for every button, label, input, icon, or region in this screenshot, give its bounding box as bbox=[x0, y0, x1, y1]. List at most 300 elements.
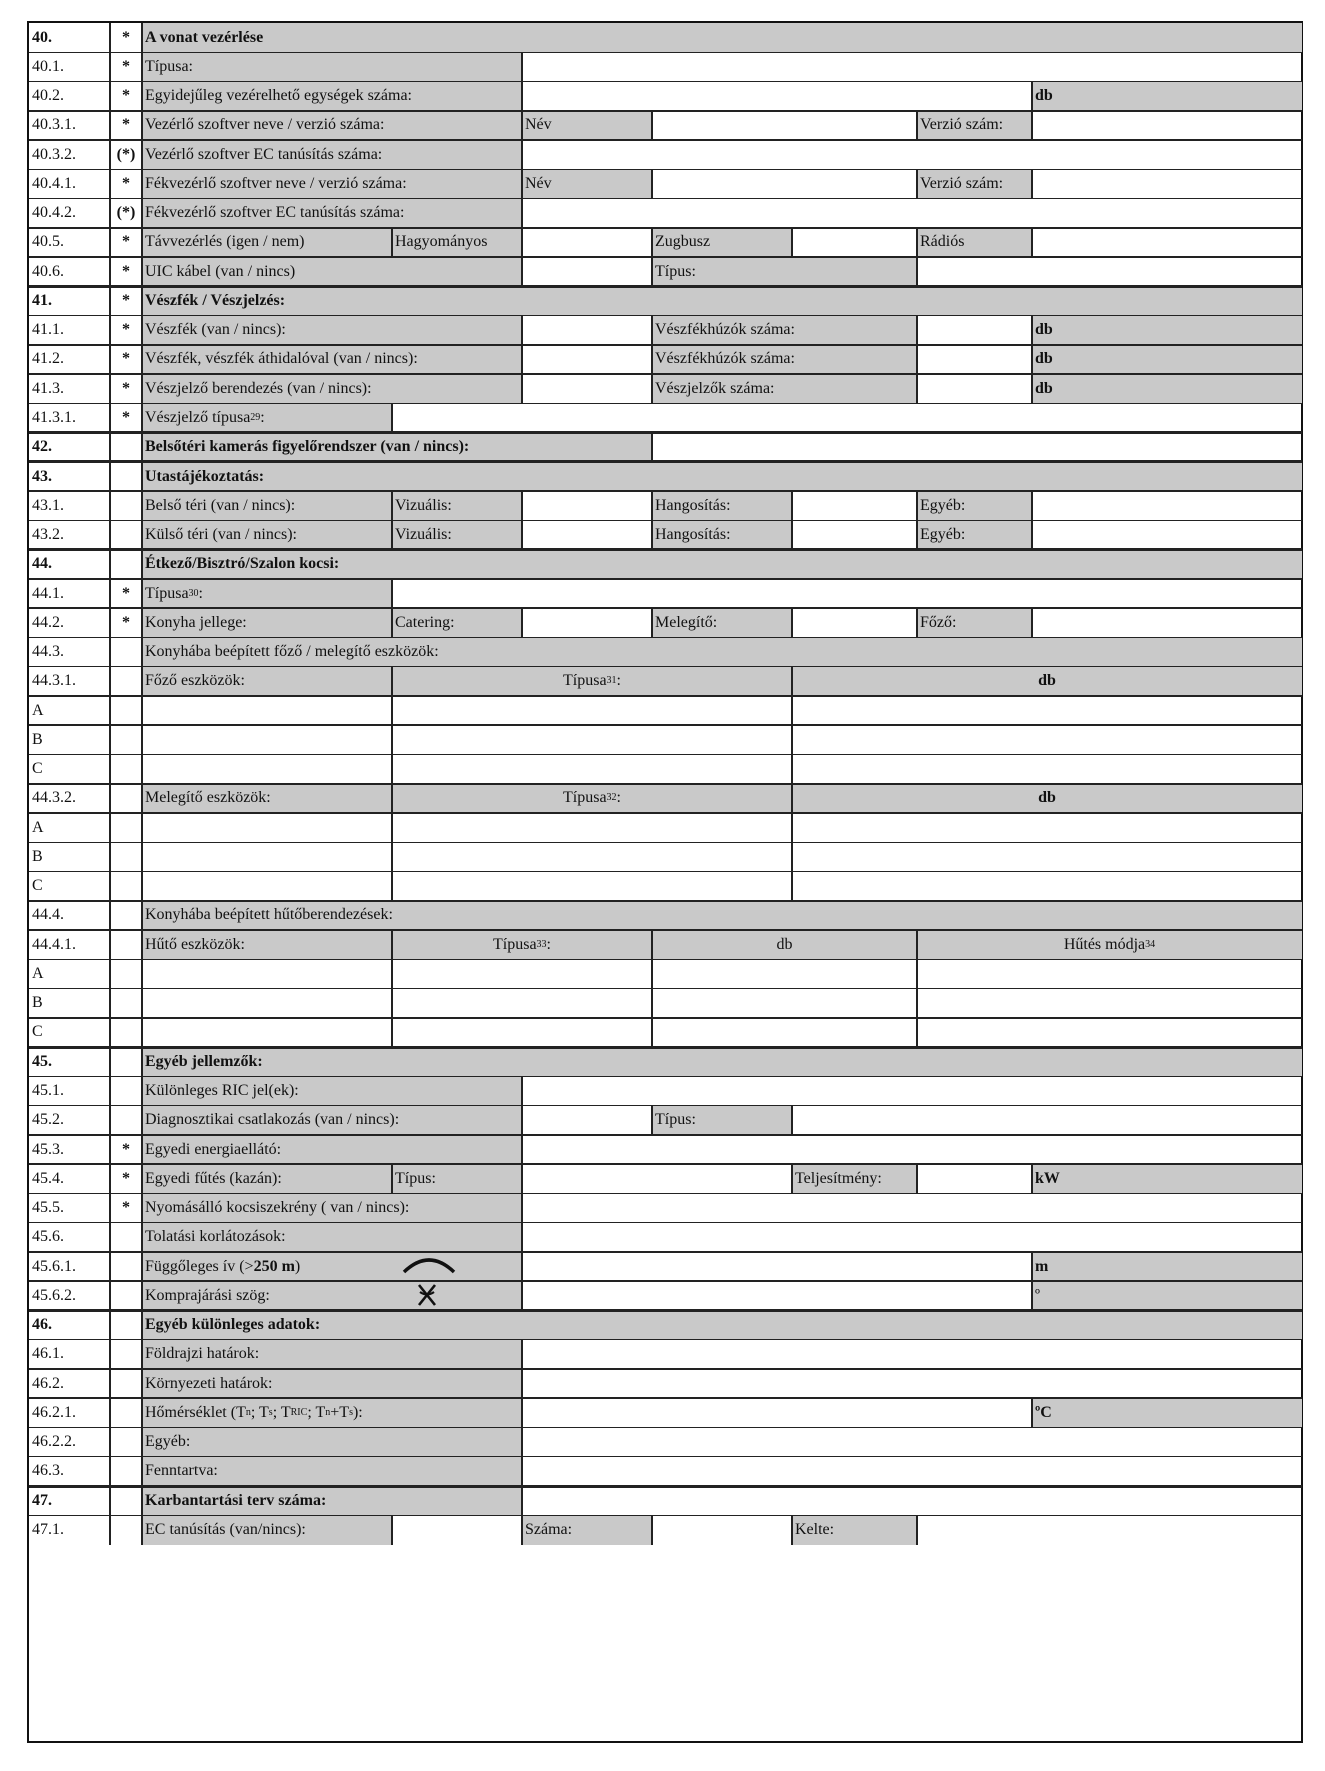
form-field[interactable] bbox=[392, 872, 792, 901]
cell-divider bbox=[791, 872, 793, 901]
cell-divider bbox=[109, 433, 111, 462]
cell-divider bbox=[791, 842, 793, 871]
cell-divider bbox=[141, 1252, 143, 1281]
form-field[interactable] bbox=[1032, 608, 1302, 637]
form-field[interactable] bbox=[522, 228, 652, 257]
row-divider bbox=[29, 1017, 1302, 1019]
form-label: Egyéb különleges adatok: bbox=[142, 1310, 1302, 1339]
form-label: Kelte: bbox=[792, 1515, 917, 1544]
form-label: Melegítő eszközök: bbox=[142, 784, 392, 813]
form-field[interactable] bbox=[142, 842, 392, 871]
form-field[interactable] bbox=[792, 520, 917, 549]
form-label: Konyhába beépített főző / melegítő eszközök: bbox=[142, 637, 1302, 666]
mandatory-marker: * bbox=[122, 291, 130, 309]
form-field[interactable] bbox=[522, 491, 652, 520]
row-divider bbox=[29, 256, 1302, 258]
form-label: Catering: bbox=[392, 608, 522, 637]
row-number: C bbox=[32, 877, 43, 895]
cell-divider bbox=[521, 228, 523, 257]
mandatory-marker bbox=[110, 901, 142, 930]
form-label: Diagnosztikai csatlakozás (van / nincs): bbox=[142, 1106, 522, 1135]
cell-divider bbox=[141, 140, 143, 169]
row-divider bbox=[29, 783, 1302, 785]
row-divider bbox=[29, 1339, 1302, 1341]
cell-divider bbox=[391, 784, 393, 813]
form-label: Típus: bbox=[652, 257, 917, 286]
row-number: B bbox=[32, 994, 43, 1012]
row-divider bbox=[29, 695, 1302, 697]
form-label: Nyomásálló kocsiszekrény ( van / nincs): bbox=[142, 1193, 522, 1222]
row-number: 40.6. bbox=[32, 262, 64, 280]
cell-divider bbox=[141, 1106, 143, 1135]
form-field[interactable] bbox=[142, 725, 392, 754]
form-field[interactable] bbox=[392, 813, 792, 842]
form-label: Hangosítás: bbox=[652, 520, 792, 549]
form-label: db bbox=[1032, 345, 1302, 374]
form-field[interactable] bbox=[522, 1340, 1302, 1369]
cell-divider bbox=[141, 1457, 143, 1486]
cell-divider bbox=[141, 872, 143, 901]
cell-divider bbox=[141, 1164, 143, 1193]
form-field[interactable] bbox=[392, 989, 652, 1018]
mandatory-marker bbox=[110, 1076, 142, 1105]
form-label: Típusa 31 : bbox=[392, 667, 792, 696]
form-field[interactable] bbox=[522, 1076, 1302, 1105]
form-field[interactable] bbox=[522, 52, 1302, 81]
form-label: Vészfékhúzók száma: bbox=[652, 316, 917, 345]
cell-divider bbox=[391, 959, 393, 988]
cell-divider bbox=[141, 579, 143, 608]
row-number: 46.2.1. bbox=[32, 1403, 76, 1421]
mandatory-marker bbox=[110, 872, 142, 901]
mandatory-marker bbox=[110, 520, 142, 549]
mandatory-marker bbox=[110, 1310, 142, 1339]
cell-divider bbox=[141, 82, 143, 111]
cell-divider bbox=[141, 550, 143, 579]
form-field[interactable] bbox=[652, 169, 917, 198]
form-field[interactable] bbox=[522, 1486, 1302, 1515]
cell-divider bbox=[791, 755, 793, 784]
cell-divider bbox=[141, 1193, 143, 1222]
row-divider bbox=[29, 1163, 1302, 1165]
cell-divider bbox=[916, 930, 918, 959]
form-field[interactable] bbox=[392, 755, 792, 784]
cell-divider bbox=[109, 23, 111, 52]
mandatory-marker: * bbox=[122, 87, 130, 105]
cell-divider bbox=[109, 1018, 111, 1047]
form-field[interactable] bbox=[142, 959, 392, 988]
mandatory-marker: * bbox=[122, 613, 130, 631]
cell-divider bbox=[651, 169, 653, 198]
form-label: kW bbox=[1032, 1164, 1302, 1193]
cell-divider bbox=[141, 1515, 143, 1544]
cell-divider bbox=[109, 1427, 111, 1456]
cell-divider bbox=[109, 784, 111, 813]
cell-divider bbox=[791, 1164, 793, 1193]
form-field[interactable] bbox=[142, 755, 392, 784]
cell-divider bbox=[521, 1193, 523, 1222]
mandatory-marker: * bbox=[122, 57, 130, 75]
cell-divider bbox=[521, 1164, 523, 1193]
cell-divider bbox=[391, 989, 393, 1018]
cell-divider bbox=[1031, 228, 1033, 257]
cell-divider bbox=[109, 52, 111, 81]
cell-divider bbox=[1031, 82, 1033, 111]
form-label: Egyéb: bbox=[917, 520, 1032, 549]
cell-divider bbox=[791, 1106, 793, 1135]
form-field[interactable] bbox=[522, 82, 1032, 111]
cell-divider bbox=[109, 1076, 111, 1105]
cell-divider bbox=[109, 930, 111, 959]
form-field[interactable] bbox=[392, 403, 1302, 432]
cell-divider bbox=[141, 755, 143, 784]
vehicle-data-form bbox=[27, 21, 1303, 1743]
cell-divider bbox=[141, 1398, 143, 1427]
mandatory-marker: * bbox=[122, 379, 130, 397]
mandatory-marker bbox=[110, 725, 142, 754]
form-label: db bbox=[652, 930, 917, 959]
form-label: Vészfék (van / nincs): bbox=[142, 316, 522, 345]
row-number: 45.2. bbox=[32, 1111, 64, 1129]
form-field[interactable] bbox=[522, 1457, 1302, 1486]
cell-divider bbox=[1031, 1164, 1033, 1193]
form-field[interactable] bbox=[652, 111, 917, 140]
row-divider bbox=[29, 871, 1302, 873]
cell-divider bbox=[521, 374, 523, 403]
row-divider bbox=[29, 431, 1302, 434]
cell-divider bbox=[109, 959, 111, 988]
form-field[interactable] bbox=[652, 1018, 917, 1047]
form-label: db bbox=[1032, 374, 1302, 403]
row-number: 41.3.1. bbox=[32, 409, 76, 426]
mandatory-marker bbox=[110, 1486, 142, 1515]
cell-divider bbox=[109, 520, 111, 549]
cell-divider bbox=[916, 491, 918, 520]
row-number: 47.1. bbox=[32, 1520, 64, 1538]
cell-divider bbox=[141, 1135, 143, 1164]
mandatory-marker bbox=[110, 1047, 142, 1076]
mandatory-marker bbox=[110, 1106, 142, 1135]
row-number: A bbox=[32, 818, 44, 836]
form-field[interactable] bbox=[917, 1018, 1302, 1047]
form-field[interactable] bbox=[392, 1018, 652, 1047]
row-number: 45.6.2. bbox=[32, 1286, 76, 1304]
row-number: 45.5. bbox=[32, 1199, 64, 1217]
form-field[interactable] bbox=[522, 257, 652, 286]
mandatory-marker bbox=[110, 959, 142, 988]
cell-divider bbox=[1031, 169, 1033, 198]
row-divider bbox=[29, 988, 1302, 990]
cell-divider bbox=[141, 228, 143, 257]
cell-divider bbox=[391, 403, 393, 432]
form-field[interactable] bbox=[522, 1193, 1302, 1222]
cell-divider bbox=[141, 1223, 143, 1252]
mandatory-marker bbox=[110, 1281, 142, 1310]
row-number: A bbox=[32, 701, 44, 719]
form-label: A vonat vezérlése bbox=[142, 23, 1302, 52]
cell-divider bbox=[141, 1427, 143, 1456]
form-field[interactable] bbox=[917, 316, 1032, 345]
form-label: Belsőtéri kamerás figyelőrendszer (van / nincs): bbox=[142, 433, 652, 462]
row-divider bbox=[29, 1309, 1302, 1312]
cell-divider bbox=[521, 520, 523, 549]
form-label: Teljesítmény: bbox=[792, 1164, 917, 1193]
form-field[interactable] bbox=[792, 872, 1302, 901]
form-field[interactable] bbox=[522, 1135, 1302, 1164]
row-number: 44.2. bbox=[32, 613, 64, 631]
form-field[interactable] bbox=[917, 257, 1302, 286]
form-field[interactable] bbox=[522, 608, 652, 637]
cell-divider bbox=[141, 374, 143, 403]
form-label: db bbox=[792, 667, 1302, 696]
form-field[interactable] bbox=[522, 1398, 1032, 1427]
row-divider bbox=[29, 227, 1302, 229]
cell-divider bbox=[651, 345, 653, 374]
row-divider bbox=[29, 666, 1302, 668]
form-label: Környezeti határok: bbox=[142, 1369, 522, 1398]
form-field[interactable] bbox=[652, 433, 1302, 462]
cell-divider bbox=[141, 725, 143, 754]
form-label: Vészfék, vészfék áthidalóval (van / nincs): bbox=[142, 345, 522, 374]
form-field[interactable] bbox=[522, 345, 652, 374]
mandatory-marker: * bbox=[122, 174, 130, 192]
cell-divider bbox=[391, 520, 393, 549]
form-field[interactable] bbox=[792, 696, 1302, 725]
row-number: 45.6. bbox=[32, 1228, 64, 1246]
row-number: 44.3.1. bbox=[32, 672, 76, 690]
form-field[interactable] bbox=[1032, 228, 1302, 257]
mandatory-marker bbox=[110, 989, 142, 1018]
form-label: Típusa: bbox=[142, 52, 522, 81]
cell-divider bbox=[916, 374, 918, 403]
cell-divider bbox=[141, 257, 143, 286]
cell-divider bbox=[916, 1018, 918, 1047]
row-divider bbox=[29, 1515, 1302, 1517]
cell-divider bbox=[1031, 491, 1033, 520]
cell-divider bbox=[109, 1223, 111, 1252]
row-number: 40.5. bbox=[32, 233, 64, 251]
cell-divider bbox=[651, 433, 653, 462]
form-field[interactable] bbox=[1032, 111, 1302, 140]
cell-divider bbox=[391, 579, 393, 608]
row-number: 45. bbox=[32, 1052, 52, 1070]
form-field[interactable] bbox=[792, 725, 1302, 754]
cell-divider bbox=[916, 1164, 918, 1193]
form-field[interactable] bbox=[522, 374, 652, 403]
row-number: 44.4.1. bbox=[32, 935, 76, 953]
row-divider bbox=[29, 198, 1302, 200]
row-number: A bbox=[32, 964, 44, 982]
form-field[interactable] bbox=[392, 725, 792, 754]
row-number: 44.4. bbox=[32, 906, 64, 924]
cell-divider bbox=[109, 462, 111, 491]
cell-divider bbox=[141, 1340, 143, 1369]
form-field[interactable] bbox=[522, 1164, 792, 1193]
cell-divider bbox=[109, 169, 111, 198]
form-field[interactable] bbox=[522, 140, 1302, 169]
mandatory-marker: * bbox=[122, 1169, 130, 1187]
row-divider bbox=[29, 139, 1302, 141]
cell-divider bbox=[521, 1486, 523, 1515]
form-field[interactable] bbox=[792, 842, 1302, 871]
cell-divider bbox=[791, 520, 793, 549]
cell-divider bbox=[521, 140, 523, 169]
form-label: Karbantartási terv száma: bbox=[142, 1486, 522, 1515]
cell-divider bbox=[521, 491, 523, 520]
cell-divider bbox=[109, 1310, 111, 1339]
form-field[interactable] bbox=[522, 316, 652, 345]
form-field[interactable] bbox=[522, 1252, 1032, 1281]
row-number: 44. bbox=[32, 555, 52, 573]
form-field[interactable] bbox=[522, 199, 1302, 228]
form-field[interactable] bbox=[917, 959, 1302, 988]
form-label: Vészjelző típusa 29 : bbox=[142, 403, 392, 432]
row-number: 41. bbox=[32, 291, 52, 309]
form-field[interactable] bbox=[1032, 491, 1302, 520]
cell-divider bbox=[109, 140, 111, 169]
form-field[interactable] bbox=[392, 579, 1302, 608]
form-field[interactable] bbox=[522, 520, 652, 549]
row-divider bbox=[29, 1427, 1302, 1429]
cell-divider bbox=[109, 1486, 111, 1515]
form-field[interactable] bbox=[392, 959, 652, 988]
cell-divider bbox=[916, 257, 918, 286]
form-field[interactable] bbox=[1032, 520, 1302, 549]
form-field[interactable] bbox=[917, 345, 1032, 374]
form-label: ºC bbox=[1032, 1398, 1302, 1427]
row-number: 42. bbox=[32, 438, 52, 456]
cell-divider bbox=[521, 1340, 523, 1369]
form-field[interactable] bbox=[792, 755, 1302, 784]
form-field[interactable] bbox=[792, 228, 917, 257]
form-field[interactable] bbox=[522, 1106, 652, 1135]
form-field[interactable] bbox=[522, 1369, 1302, 1398]
cell-divider bbox=[109, 1369, 111, 1398]
mandatory-marker bbox=[110, 667, 142, 696]
cell-divider bbox=[651, 520, 653, 549]
form-field[interactable] bbox=[142, 696, 392, 725]
row-number: 43.1. bbox=[32, 496, 64, 514]
mandatory-marker bbox=[110, 1515, 142, 1544]
cell-divider bbox=[521, 1135, 523, 1164]
form-label: Melegítő: bbox=[652, 608, 792, 637]
form-field[interactable] bbox=[392, 842, 792, 871]
cell-divider bbox=[916, 989, 918, 1018]
form-field[interactable] bbox=[142, 989, 392, 1018]
cell-divider bbox=[109, 228, 111, 257]
cell-divider bbox=[521, 1223, 523, 1252]
row-number: 44.1. bbox=[32, 584, 64, 602]
form-field[interactable] bbox=[917, 1164, 1032, 1193]
cell-divider bbox=[109, 579, 111, 608]
mandatory-marker: * bbox=[122, 262, 130, 280]
mandatory-marker: * bbox=[122, 233, 130, 251]
form-label: Vezérlő szoftver neve / verzió száma: bbox=[142, 111, 522, 140]
cell-divider bbox=[791, 696, 793, 725]
form-field[interactable] bbox=[792, 1106, 1302, 1135]
form-field[interactable] bbox=[522, 1281, 1032, 1310]
cell-divider bbox=[109, 1515, 111, 1544]
form-field[interactable] bbox=[652, 1515, 792, 1544]
mandatory-marker bbox=[110, 930, 142, 959]
cell-divider bbox=[109, 286, 111, 315]
cell-divider bbox=[109, 550, 111, 579]
form-field[interactable] bbox=[917, 989, 1302, 1018]
cell-divider bbox=[109, 608, 111, 637]
form-field[interactable] bbox=[142, 813, 392, 842]
form-field[interactable] bbox=[792, 491, 917, 520]
cell-divider bbox=[141, 1281, 143, 1310]
row-number: 45.3. bbox=[32, 1140, 64, 1158]
cell-divider bbox=[1031, 316, 1033, 345]
row-divider bbox=[29, 1193, 1302, 1195]
cell-divider bbox=[109, 257, 111, 286]
form-field[interactable] bbox=[392, 1515, 522, 1544]
cell-divider bbox=[916, 608, 918, 637]
form-label: Fékvezérlő szoftver EC tanúsítás száma: bbox=[142, 199, 522, 228]
cell-divider bbox=[521, 257, 523, 286]
cell-divider bbox=[651, 1018, 653, 1047]
form-field[interactable] bbox=[522, 1427, 1302, 1456]
cell-divider bbox=[141, 930, 143, 959]
row-divider bbox=[29, 490, 1302, 492]
mandatory-marker bbox=[110, 462, 142, 491]
cell-divider bbox=[391, 872, 393, 901]
cell-divider bbox=[109, 199, 111, 228]
cell-divider bbox=[1031, 1252, 1033, 1281]
form-label: Egyéb: bbox=[142, 1427, 522, 1456]
form-label: Egyedi fűtés (kazán): bbox=[142, 1164, 392, 1193]
form-field[interactable] bbox=[142, 872, 392, 901]
form-label: Fenntartva: bbox=[142, 1457, 522, 1486]
form-field[interactable] bbox=[652, 989, 917, 1018]
row-divider bbox=[29, 52, 1302, 54]
cell-divider bbox=[141, 491, 143, 520]
cell-divider bbox=[1031, 374, 1033, 403]
form-field[interactable] bbox=[522, 1223, 1302, 1252]
mandatory-marker bbox=[110, 1369, 142, 1398]
row-divider bbox=[29, 812, 1302, 814]
row-number: B bbox=[32, 730, 43, 748]
row-divider bbox=[29, 578, 1302, 580]
row-divider bbox=[29, 460, 1302, 463]
cell-divider bbox=[521, 316, 523, 345]
cell-divider bbox=[651, 1106, 653, 1135]
row-number: 47. bbox=[32, 1491, 52, 1509]
row-divider bbox=[29, 1456, 1302, 1458]
cell-divider bbox=[791, 1515, 793, 1544]
form-field[interactable] bbox=[392, 696, 792, 725]
form-field[interactable] bbox=[792, 608, 917, 637]
form-field[interactable] bbox=[792, 813, 1302, 842]
form-label: Hűtő eszközök: bbox=[142, 930, 392, 959]
cell-divider bbox=[651, 608, 653, 637]
cell-divider bbox=[521, 608, 523, 637]
row-number: 40.3.1. bbox=[32, 116, 76, 134]
form-label: Vészfék / Vészjelzés: bbox=[142, 286, 1302, 315]
form-field[interactable] bbox=[142, 1018, 392, 1047]
form-label: Belső téri (van / nincs): bbox=[142, 491, 392, 520]
form-field[interactable] bbox=[917, 374, 1032, 403]
form-field[interactable] bbox=[917, 1515, 1302, 1544]
mandatory-marker bbox=[110, 1340, 142, 1369]
cell-divider bbox=[521, 111, 523, 140]
form-field[interactable] bbox=[652, 959, 917, 988]
row-divider bbox=[29, 169, 1302, 171]
mandatory-marker bbox=[110, 813, 142, 842]
cell-divider bbox=[141, 169, 143, 198]
form-field[interactable] bbox=[1032, 169, 1302, 198]
